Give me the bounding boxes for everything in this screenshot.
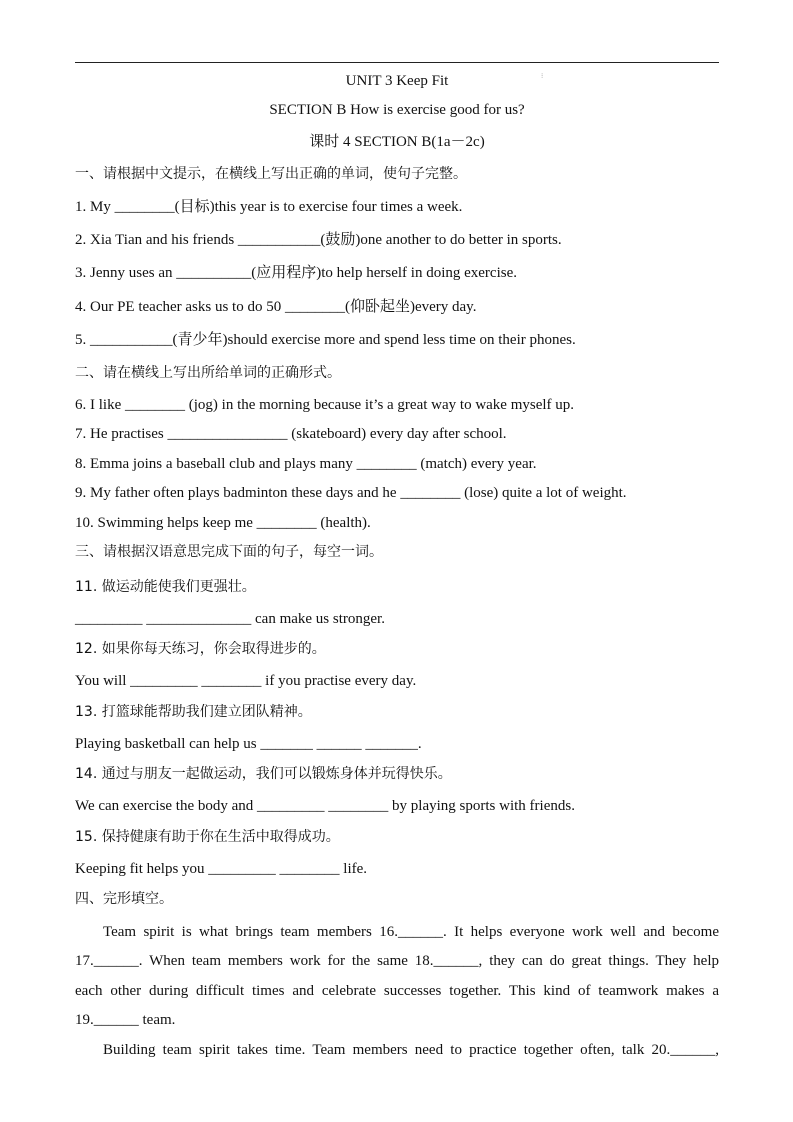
part4-heading: 四、完形填空。: [75, 891, 173, 907]
question-15-answer: Keeping fit helps you _________ ________ life.: [75, 861, 368, 877]
question-12-answer: You will _________ ________ if you practise every day.: [75, 673, 417, 689]
question-13-prompt: 13. 打篮球能帮助我们建立团队精神。: [75, 704, 312, 720]
question-9: 9. My father often plays badminton these days and he ________ (lose) quite a lot of weight.: [75, 485, 627, 501]
question-15-prompt: 15. 保持健康有助于你在生活中取得成功。: [75, 829, 340, 845]
question-5: 5. ___________(青少年)should exercise more and spend less time on their phones.: [75, 332, 576, 348]
unit-title: UNIT 3 Keep Fit: [345, 73, 449, 89]
question-3: 3. Jenny uses an __________(应用程序)to help herself in doing exercise.: [75, 265, 517, 281]
question-11-answer: _________ ______________ can make us stronger.: [75, 611, 385, 627]
question-14-prompt: 14. 通过与朋友一起做运动，我们可以锻炼身体并玩得快乐。: [75, 766, 452, 782]
question-8: 8. Emma joins a baseball club and plays many ________ (match) every year.: [75, 456, 537, 472]
question-11-prompt: 11. 做运动能使我们更强壮。: [75, 579, 256, 595]
question-1: 1. My ________(目标)this year is to exercise four times a week.: [75, 199, 463, 215]
cloze-para1-line3: each other during difficult times and celebrate successes together. This kind of teamwork makes a: [75, 983, 719, 999]
question-14-answer: We can exercise the body and _________ ________ by playing sports with friends.: [75, 798, 575, 814]
question-4: 4. Our PE teacher asks us to do 50 ________(仰卧起坐)every day.: [75, 299, 477, 315]
section-title: SECTION B How is exercise good for us?: [269, 102, 525, 118]
question-2: 2. Xia Tian and his friends ___________(鼓励)one another to do better in sports.: [75, 232, 562, 248]
lesson-title: 课时 4 SECTION B(1a－2c): [309, 134, 485, 150]
part1-heading: 一、请根据中文提示，在横线上写出正确的单词，使句子完整。: [75, 166, 467, 182]
part2-heading: 二、请在横线上写出所给单词的正确形式。: [75, 365, 341, 381]
part3-heading: 三、请根据汉语意思完成下面的句子，每空一词。: [75, 544, 383, 560]
question-10: 10. Swimming helps keep me ________ (health).: [75, 515, 371, 531]
question-12-prompt: 12. 如果你每天练习，你会取得进步的。: [75, 641, 326, 657]
question-7: 7. He practises ________________ (skateboard) every day after school.: [75, 426, 507, 442]
cloze-para2-line1: Building team spirit takes time. Team members need to practice together often, talk 20.______,: [103, 1042, 719, 1058]
question-6: 6. I like ________ (jog) in the morning because it’s a great way to wake myself up.: [75, 397, 575, 413]
cloze-para1-line2: 17.______. When team members work for the same 18.______, they can do great things. They help: [75, 953, 719, 969]
scan-mark: ⁝: [541, 72, 544, 80]
cloze-para1-line1: Team spirit is what brings team members 16.______. It helps everyone work well and become: [103, 924, 719, 940]
question-13-answer: Playing basketball can help us _______ ______ _______.: [75, 736, 422, 752]
cloze-para1-line4: 19.______ team.: [75, 1012, 176, 1028]
header-rule: [75, 62, 719, 63]
